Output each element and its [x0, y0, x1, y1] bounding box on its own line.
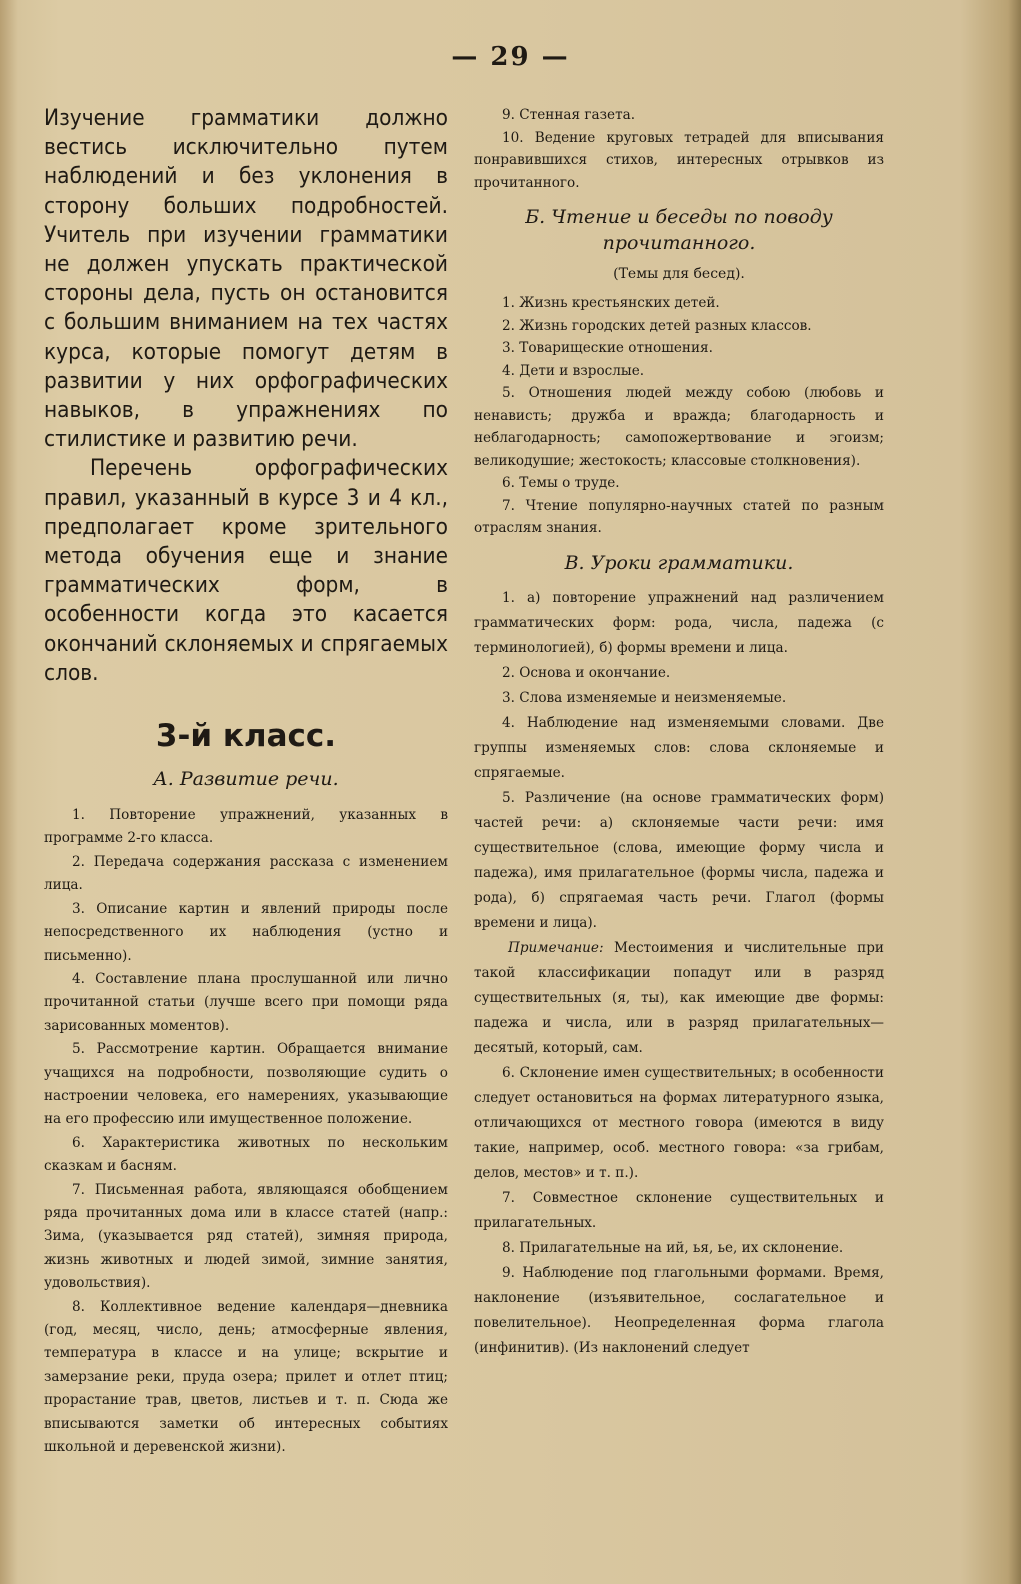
list-item: 1. Повторение упражнений, указанных в программе 2-го класса.: [44, 807, 448, 847]
note-label: Примечание:: [508, 939, 604, 956]
right-column: [474, 104, 884, 1361]
section-b-heading: Б. Чтение и беседы по поводу прочитанного.: [525, 206, 833, 254]
list-item: 10. Ведение круговых тетрадей для вписывания понравившихся стихов, интересных отрывков из прочитанного.: [474, 129, 884, 191]
lead-paragraph: Изучение грамматики должно вестись исключительно путем наблюдений и без уклонения в сторону больших подробностей. Учитель при изучении грамматики не должен упускать практической стороны дела, пусть он остановится с большим вниманием на тех частях курса, которые помогут детям в развитии у них орфографических навыков, в упражнениях по стилистике и развитию речи.: [44, 105, 448, 453]
list-item: 4. Дети и взрослые.: [502, 362, 645, 379]
list-item: 8. Прилагательные на ий, ья, ье, их склонение.: [502, 1239, 844, 1256]
list-item: 3. Описание картин и явлений природы после непосредственного их наблюдения (устно и письменно).: [44, 900, 448, 964]
section-a-heading: А. Развитие речи.: [153, 768, 339, 791]
note: [474, 936, 884, 1061]
left-column: [44, 104, 448, 1459]
list-item: 6. Склонение имен существительных; в особенности следует остановиться на формах литературного языка, отличающихся от местного говора (имеются в виду такие, например, особ. местного говора: «за грибам, делов, местов» и т. п.).: [474, 1064, 884, 1181]
list-item: 9. Стенная газета.: [502, 107, 636, 123]
list-item: 7. Чтение популярно-научных статей по разным отраслям знания.: [474, 497, 884, 536]
note-text: Местоимения и числительные при такой классификации попадут или в разряд существительных (я, ты), как имеющие две формы: падежа и числа, или в разряд прилагательных—десятый, который, сам.: [474, 939, 884, 1056]
list-item: 4. Составление плана прослушанной или лично прочитанной статьи (лучше всего при помощи ряда зарисованных моментов).: [44, 970, 448, 1034]
list-item: 2. Основа и окончание.: [502, 664, 671, 681]
list-item: 7. Совместное склонение существительных и прилагательных.: [474, 1189, 884, 1231]
list-item: 5. Рассмотрение картин. Обращается внимание учащихся на подробности, позволяющие судить о настроении человека, его намерениях, указывающие на его профессию или имущественное положение.: [44, 1041, 448, 1128]
list-item: 5. Различение (на основе грамматических форм) частей речи: а) склоняемые части речи: имя существительное (слова, имеющие форму числа и падежа), имя прилагательное (формы числа, падежа и рода), б) спрягаемая часть речи. Глагол (формы времени и лица).: [474, 789, 884, 931]
list-item: 7. Письменная работа, являющаяся обобщением ряда прочитанных дома или в классе статей (напр.: Зима, (указывается ряд статей), зимняя природа, жизнь животных и людей зимой, зимние занятия, удовольствия).: [44, 1181, 448, 1292]
list-item: 4. Наблюдение над изменяемыми словами. Две группы изменяемых слов: слова склоняемые и спрягаемые.: [474, 714, 884, 781]
list-item: 1. Жизнь крестьянских детей.: [502, 295, 720, 311]
list-item: 5. Отношения людей между собою (любовь и ненависть; дружба и вражда; благодарность и неблагодарность; самопожертвование и эгоизм; великодушие; жестокость; классовые столкновения).: [474, 385, 884, 469]
list-item: 3. Слова изменяемые и неизменяемые.: [502, 689, 787, 706]
lead-paragraph: Перечень орфографических правил, указанный в курсе 3 и 4 кл., предполагает кроме зрительного метода обучения еще и знание грамматических форм, в особенности когда это касается окончаний склоняемых и спрягаемых слов.: [44, 455, 448, 686]
list-item: 2. Передача содержания рассказа с изменением лица.: [44, 853, 448, 894]
section-c-heading: В. Уроки грамматики.: [564, 551, 794, 574]
list-item: 3. Товарищеские отношения.: [502, 340, 713, 356]
list-item: 6. Характеристика животных по нескольким сказкам и басням.: [44, 1134, 448, 1175]
section-b-subheading: (Темы для бесед).: [613, 266, 745, 282]
list-item: 8. Коллективное ведение календаря—дневника (год, месяц, число, день; атмосферные явления, температура в классе и на улице; вскрытие и замерзание реки, пруда озера; прилет и отлет птиц; прорастание трав, цветов, листьев и т. п. Сюда же вписываются заметки об интересных событиях школьной и деревенской жизни).: [44, 1298, 448, 1456]
list-item: 9. Наблюдение под глагольными формами. Время, наклонение (изъявительное, сослагательное и повелительное). Неопределенная форма глагола (инфинитив). (Из наклонений следует: [474, 1264, 884, 1356]
class-heading: 3-й класс.: [155, 718, 337, 755]
list-item: 1. а) повторение упражнений над различением грамматических форм: рода, числа, падежа (с терминологией), б) формы времени и лица.: [474, 589, 884, 656]
list-item: 2. Жизнь городских детей разных классов.: [502, 317, 812, 334]
page-number: — 29 —: [451, 42, 570, 72]
list-item: 6. Темы о труде.: [502, 475, 620, 491]
